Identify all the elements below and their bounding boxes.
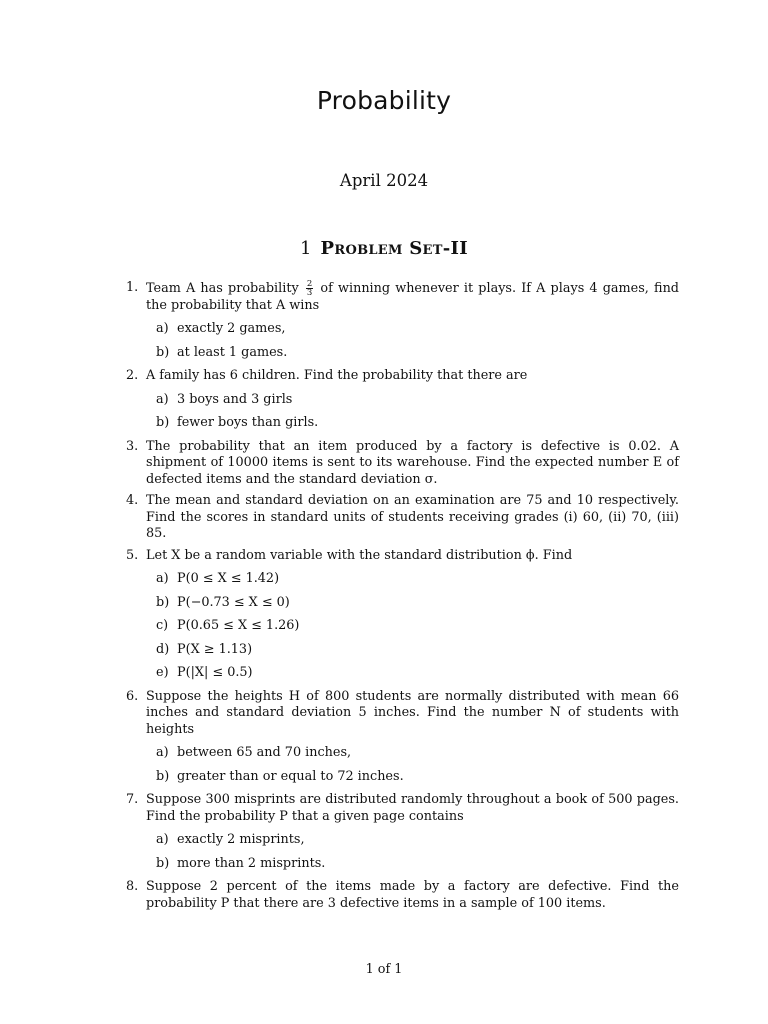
- subquestion: [156, 665, 679, 682]
- subquestion-label: e): [156, 665, 169, 680]
- subquestion-label: a): [156, 832, 169, 847]
- subquestion: [156, 392, 679, 409]
- page-number-footer: 1 of 1: [365, 962, 403, 977]
- subquestion-text: more than 2 misprints.: [177, 855, 326, 871]
- subquestion-text: P(0.65 ≤ X ≤ 1.26): [177, 618, 300, 633]
- problem-number: 5.: [126, 547, 139, 563]
- subquestion-text: between 65 and 70 inches,: [177, 745, 352, 760]
- problem-text: Suppose the heights H of 800 students are normally distributed with mean 66 inches and standard deviation 5 inches. Find the number N of students with heights: [146, 688, 679, 737]
- subquestion: [156, 832, 679, 849]
- section-heading: [0, 238, 768, 259]
- problem-text: Let X be a random variable with the standard distribution ϕ. Find: [146, 547, 573, 563]
- subquestion-text: fewer boys than girls.: [177, 415, 319, 430]
- subquestion-text: exactly 2 games,: [177, 321, 286, 336]
- problem-number: 3.: [126, 438, 139, 454]
- subquestion: [156, 618, 679, 635]
- subquestion-label: d): [156, 641, 170, 657]
- subquestion-label: b): [156, 415, 170, 430]
- problem-text-part: Team A has probability: [146, 281, 304, 296]
- subquestion-text: at least 1 games.: [177, 344, 288, 360]
- problem-number: 2.: [126, 368, 139, 383]
- subquestion-label: c): [156, 618, 169, 633]
- problem-text: Suppose 300 misprints are distributed randomly throughout a book of 500 pages. Find the probability P that a given page contains: [146, 792, 679, 824]
- problem-number: 6.: [126, 688, 139, 704]
- section-title: Problem Set-II: [320, 238, 468, 259]
- problem-item: [126, 493, 679, 543]
- problem-item: [126, 280, 679, 361]
- problem-text: The mean and standard deviation on an examination are 75 and 10 respectively. Find the scores in standard units of students receiving grades (i) 60, (ii) 70, (iii) 85.: [146, 493, 679, 541]
- subquestion-label: b): [156, 344, 170, 360]
- subquestion-label: a): [156, 745, 169, 760]
- problem-list: [126, 280, 679, 917]
- subquestion-text: P(|X| ≤ 0.5): [177, 665, 253, 680]
- subquestion-text: P(−0.73 ≤ X ≤ 0): [177, 594, 290, 610]
- subquestion-list: [156, 571, 679, 682]
- subquestion-text: greater than or equal to 72 inches.: [177, 768, 404, 784]
- problem-text: A family has 6 children. Find the probability that there are: [146, 368, 528, 383]
- problem-item: [126, 368, 679, 432]
- problem-number: 4.: [126, 493, 139, 508]
- problem-item: [126, 879, 679, 912]
- document-date: April 2024: [339, 171, 429, 190]
- problem-text: The probability that an item produced by a factory is defective is 0.02. A shipment of 10000 items is sent to its warehouse. Find the expected number E of defected items and the standard deviation σ.: [146, 438, 679, 487]
- fraction-denominator: 3: [306, 288, 313, 298]
- subquestion-text: P(0 ≤ X ≤ 1.42): [177, 571, 280, 586]
- subquestion-label: a): [156, 391, 169, 407]
- problem-item: [126, 792, 679, 872]
- subquestion-label: a): [156, 321, 169, 336]
- subquestion-text: exactly 2 misprints,: [177, 832, 305, 847]
- subquestion: [156, 595, 679, 612]
- subquestion: [156, 345, 679, 362]
- subquestion-label: b): [156, 768, 170, 784]
- problem-number: 1.: [126, 280, 139, 295]
- subquestion-label: b): [156, 594, 170, 610]
- subquestion-list: [156, 745, 679, 785]
- subquestion-text: 3 boys and 3 girls: [177, 391, 293, 407]
- subquestion: [156, 415, 679, 432]
- subquestion-label: b): [156, 855, 170, 871]
- subquestion: [156, 769, 679, 786]
- problem-number: 7.: [126, 792, 139, 807]
- section-number: 1: [300, 238, 312, 259]
- problem-number: 8.: [126, 879, 139, 894]
- problem-item: [126, 439, 679, 489]
- subquestion: [156, 642, 679, 659]
- problem-item: [126, 548, 679, 682]
- subquestion-text: P(X ≥ 1.13): [177, 641, 253, 657]
- subquestion: [156, 856, 679, 873]
- subquestion-list: [156, 832, 679, 872]
- subquestion-label: a): [156, 571, 169, 586]
- fraction: [306, 280, 313, 297]
- subquestion: [156, 745, 679, 762]
- fraction-numerator: 2: [306, 279, 313, 289]
- problem-text: [146, 280, 679, 314]
- subquestion-list: [156, 392, 679, 432]
- problem-text-part: of winning whenever it plays. If A plays 4 games, find the probability that A wins: [146, 281, 679, 313]
- problem-item: [126, 689, 679, 786]
- problem-text: Suppose 2 percent of the items made by a factory are defective. Find the probability P that there are 3 defective items in a sample of 100 items.: [146, 879, 679, 911]
- subquestion: [156, 321, 679, 338]
- subquestion: [156, 571, 679, 588]
- document-title: Probability: [316, 86, 452, 115]
- subquestion-list: [156, 321, 679, 361]
